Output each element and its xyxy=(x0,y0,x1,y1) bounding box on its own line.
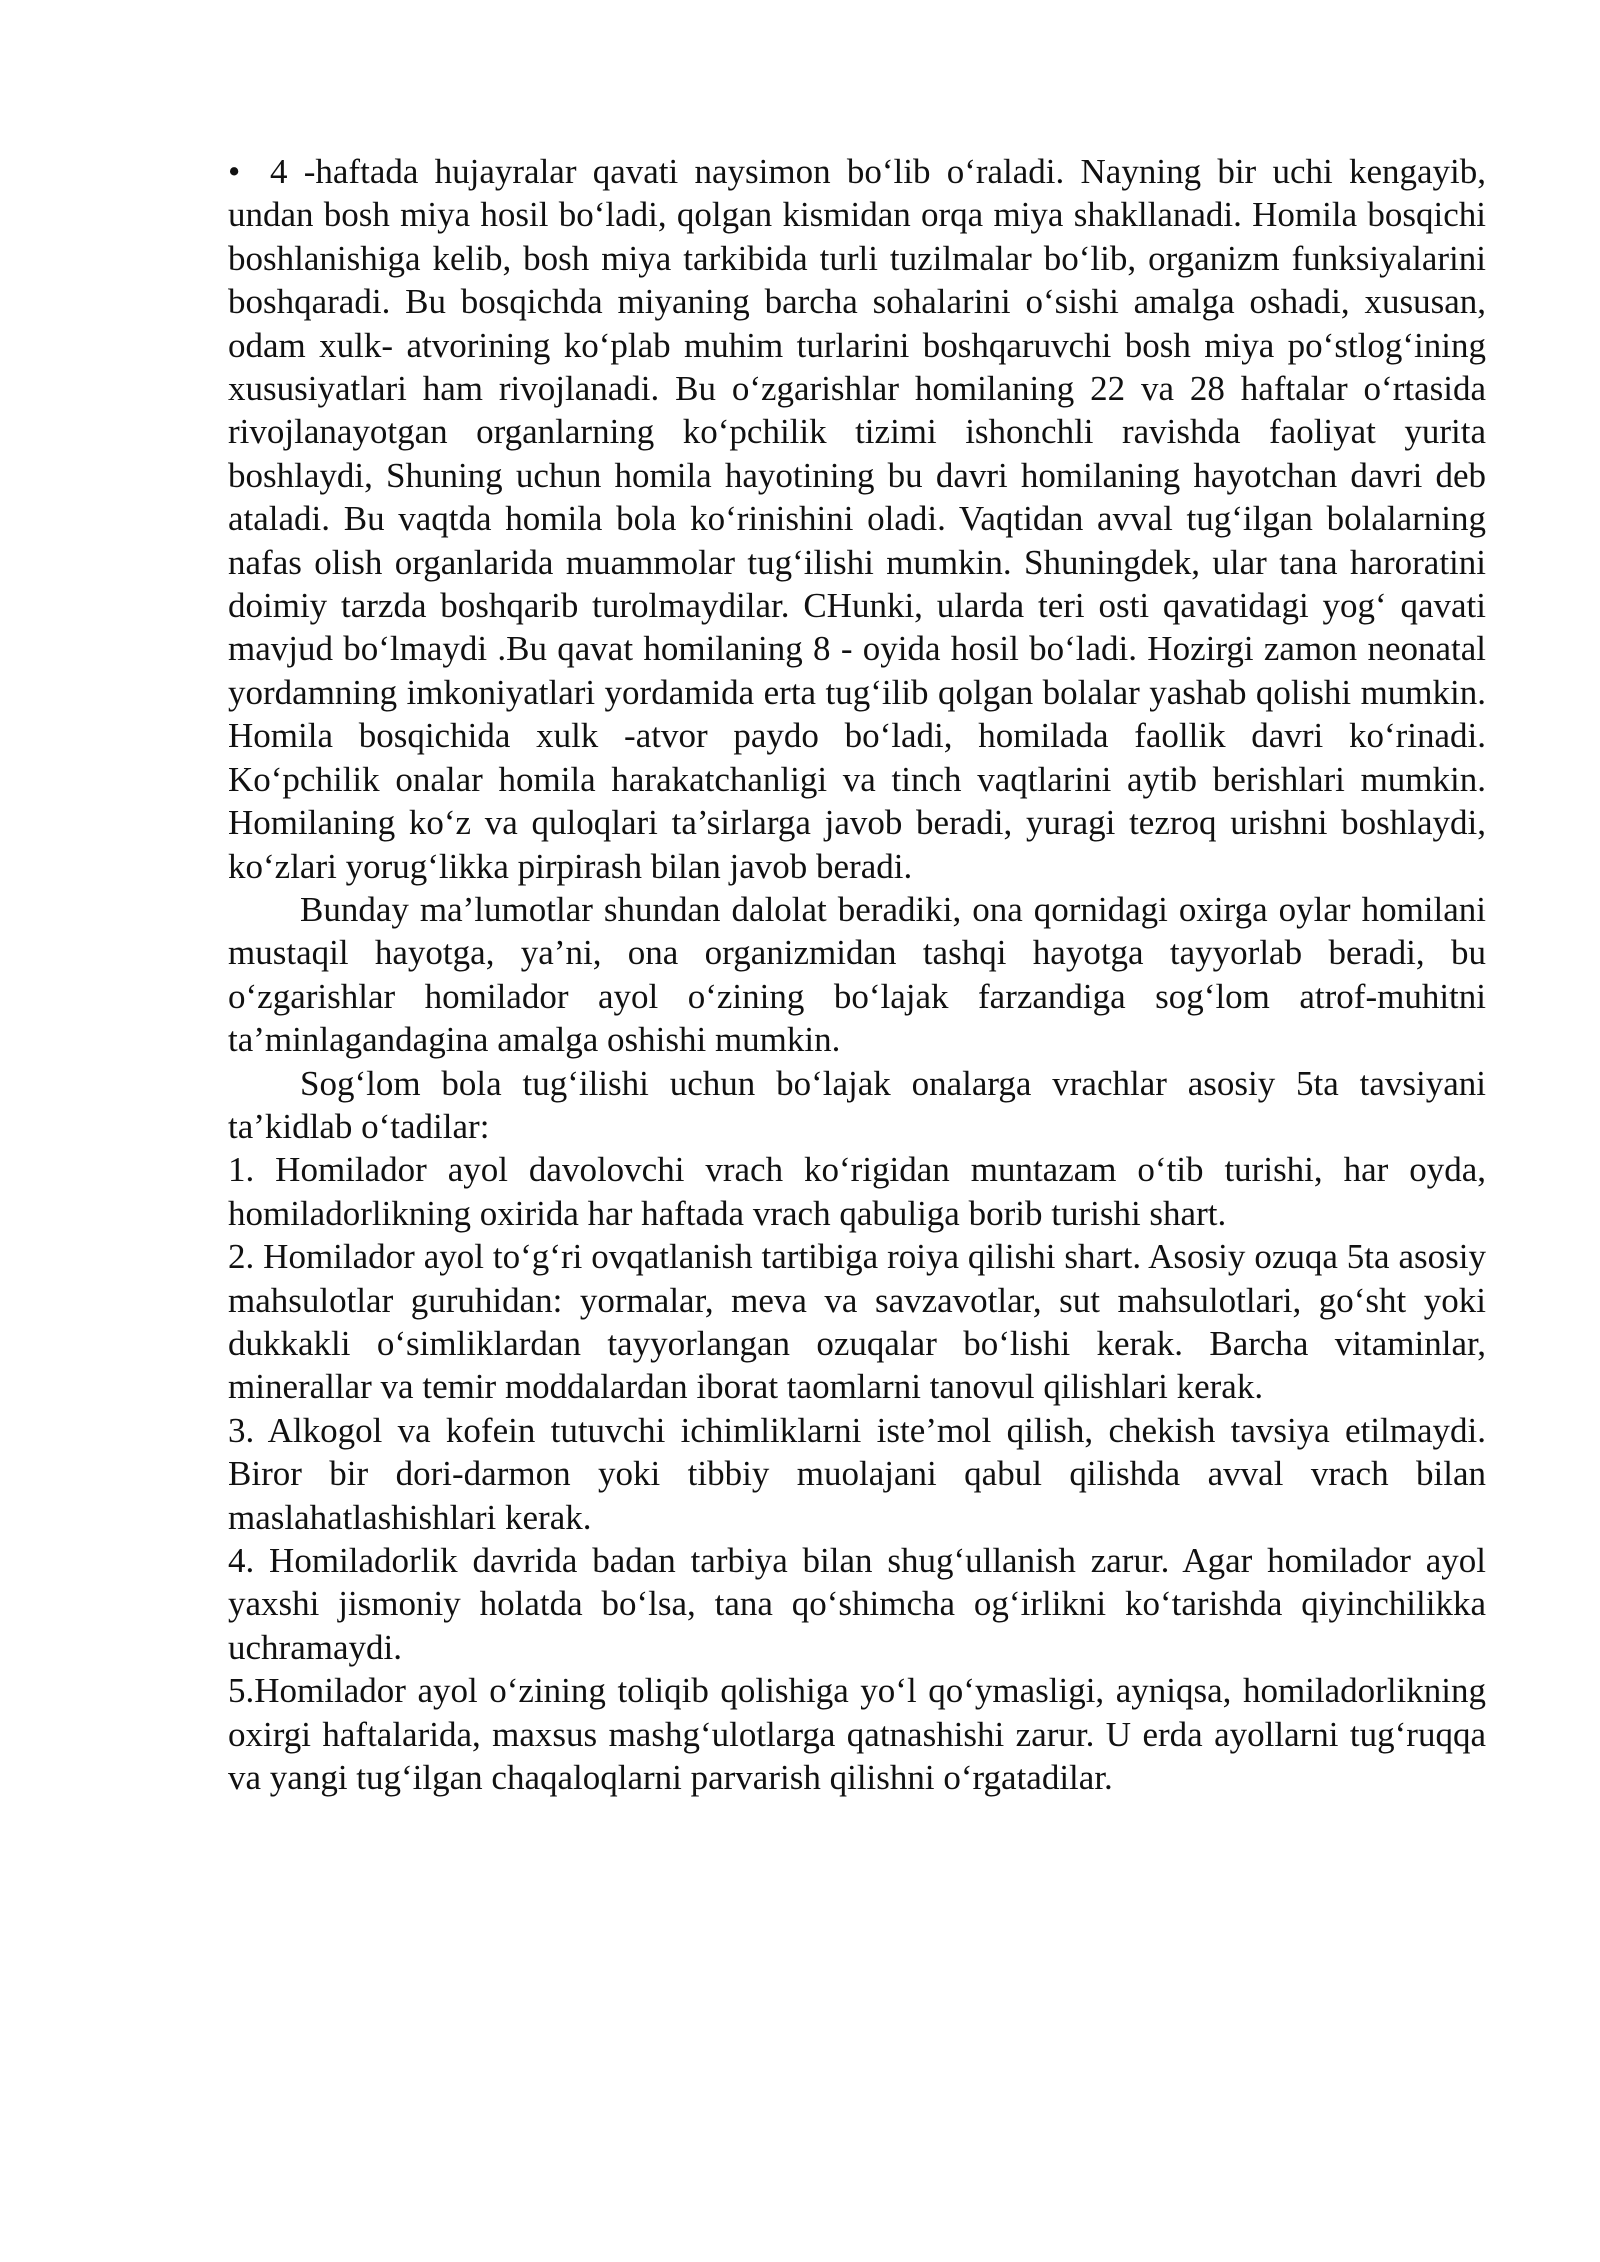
list-item: 3. Alkogol va kofein tutuvchi ichimliklarni iste’mol qilish, chekish tavsiya etilmaydi. Biror bir dori-darmon yoki tibbiy muolajani qabul qilishda avval vrach bilan maslahatlashishlari kerak. xyxy=(228,1410,1486,1537)
paragraph: Bunday ma’lumotlar shundan dalolat beradiki, ona qornidagi oxirga oylar homilani mustaqil hayotga, ya’ni, ona organizmidan tashqi hayotga tayyorlab beradi, bu o‘zgarishlar homilador ayol o‘zining bo‘lajak farzandiga sog‘lom atrof-muhitni ta’minlagandagina amalga oshishi mumkin. xyxy=(228,889,1486,1060)
list-item: 4. Homiladorlik davrida badan tarbiya bilan shug‘ullanish zarur. Agar homilador ayol yaxshi jismoniy holatda bo‘lsa, tana qo‘shimcha og‘irlikni ko‘tarishda qiyinchilikka uchramaydi. xyxy=(228,1541,1486,1667)
list-item: 1. Homilador ayol davolovchi vrach ko‘rigidan muntazam o‘tib turishi, har oyda, homiladorlikning oxirida har haftada vrach qabuliga borib turishi shart. xyxy=(228,1150,1486,1233)
paragraph-text: 4 -haftada hujayralar qavati naysimon bo‘lib o‘raladi. Nayning bir uchi kengayib, undan bosh miya hosil bo‘ladi, qolgan kismidan orqa miya shakllanadi. Homila bosqichi boshlanishiga kelib, bosh miya tarkibida turli tuzilmalar bo‘lib, organizm funksiyalarini boshqaradi. Bu bosqichda miyaning barcha sohalarini o‘sishi amalga oshadi, xususan, odam xulk- atvorining ko‘plab muhim turlarini boshqaruvchi bosh miya po‘stlog‘ining xususiyatlari ham rivojlanadi. Bu o‘zgarishlar homilaning 22 va 28 haftalar o‘rtasida rivojlanayotgan organlarning ko‘pchilik tizimi ishonchli ravishda faoliyat yurita boshlaydi, Shuning uchun homila hayotining bu davri homilaning hayotchan davri deb ataladi. Bu vaqtda homila bola ko‘rinishini oladi. Vaqtidan avval tug‘ilgan bolalarning nafas olish organlarida muammolar tug‘ilishi mumkin. Shuningdek, ular tana haroratini doimiy tarzda boshqarib turolmaydilar. CHunki, ularda teri osti qavatidagi yog‘ qavati mavjud bo‘lmaydi .Bu qavat homilaning 8 - oyida hosil bo‘ladi. Hozirgi zamon neonatal yordamning imkoniyatlari yordamida erta tug‘ilib qolgan bolalar yashab qolishi mumkin. Homila bosqichida xulk -atvor paydo bo‘ladi, homilada faollik davri ko‘rinadi. Ko‘pchilik onalar homila harakatchanligi va tinch vaqtlarini aytib berishlari mumkin. Homilaning ko‘z va quloqlari ta’sirlarga javob beradi, yuragi tezroq urishni boshlaydi, ko‘zlari yorug‘likka pirpirash bilan javob beradi. xyxy=(228,152,1486,886)
list-item: 2. Homilador ayol to‘g‘ri ovqatlanish tartibiga roiya qilishi shart. Asosiy ozuqa 5ta asosiy mahsulotlar guruhidan: yormalar, meva va savzavotlar, sut mahsulotlari, go‘sht yoki dukkakli o‘simliklardan tayyorlangan ozuqalar bo‘lishi kerak. Barcha vitaminlar, minerallar va temir moddalardan iborat taomlarni tanovul qilishlari kerak. xyxy=(228,1237,1486,1407)
bullet-icon: • xyxy=(228,152,241,191)
list-item: 5.Homilador ayol o‘zining toliqib qolishiga yo‘l qo‘ymasligi, ayniqsa, homiladorlikning oxirgi haftalarida, maxsus mashg‘ulotlarga qatnashishi zarur. U erda ayollarni tug‘ruqqa va yangi tug‘ilgan chaqaloqlarni parvarish qilishni o‘rgatadilar. xyxy=(228,1671,1486,1798)
document-page xyxy=(228,150,1486,1799)
bullet-paragraph xyxy=(228,150,1486,888)
paragraph: Sog‘lom bola tug‘ilishi uchun bo‘lajak onalarga vrachlar asosiy 5ta tavsiyani ta’kidlab o‘tadilar: xyxy=(228,1063,1486,1146)
